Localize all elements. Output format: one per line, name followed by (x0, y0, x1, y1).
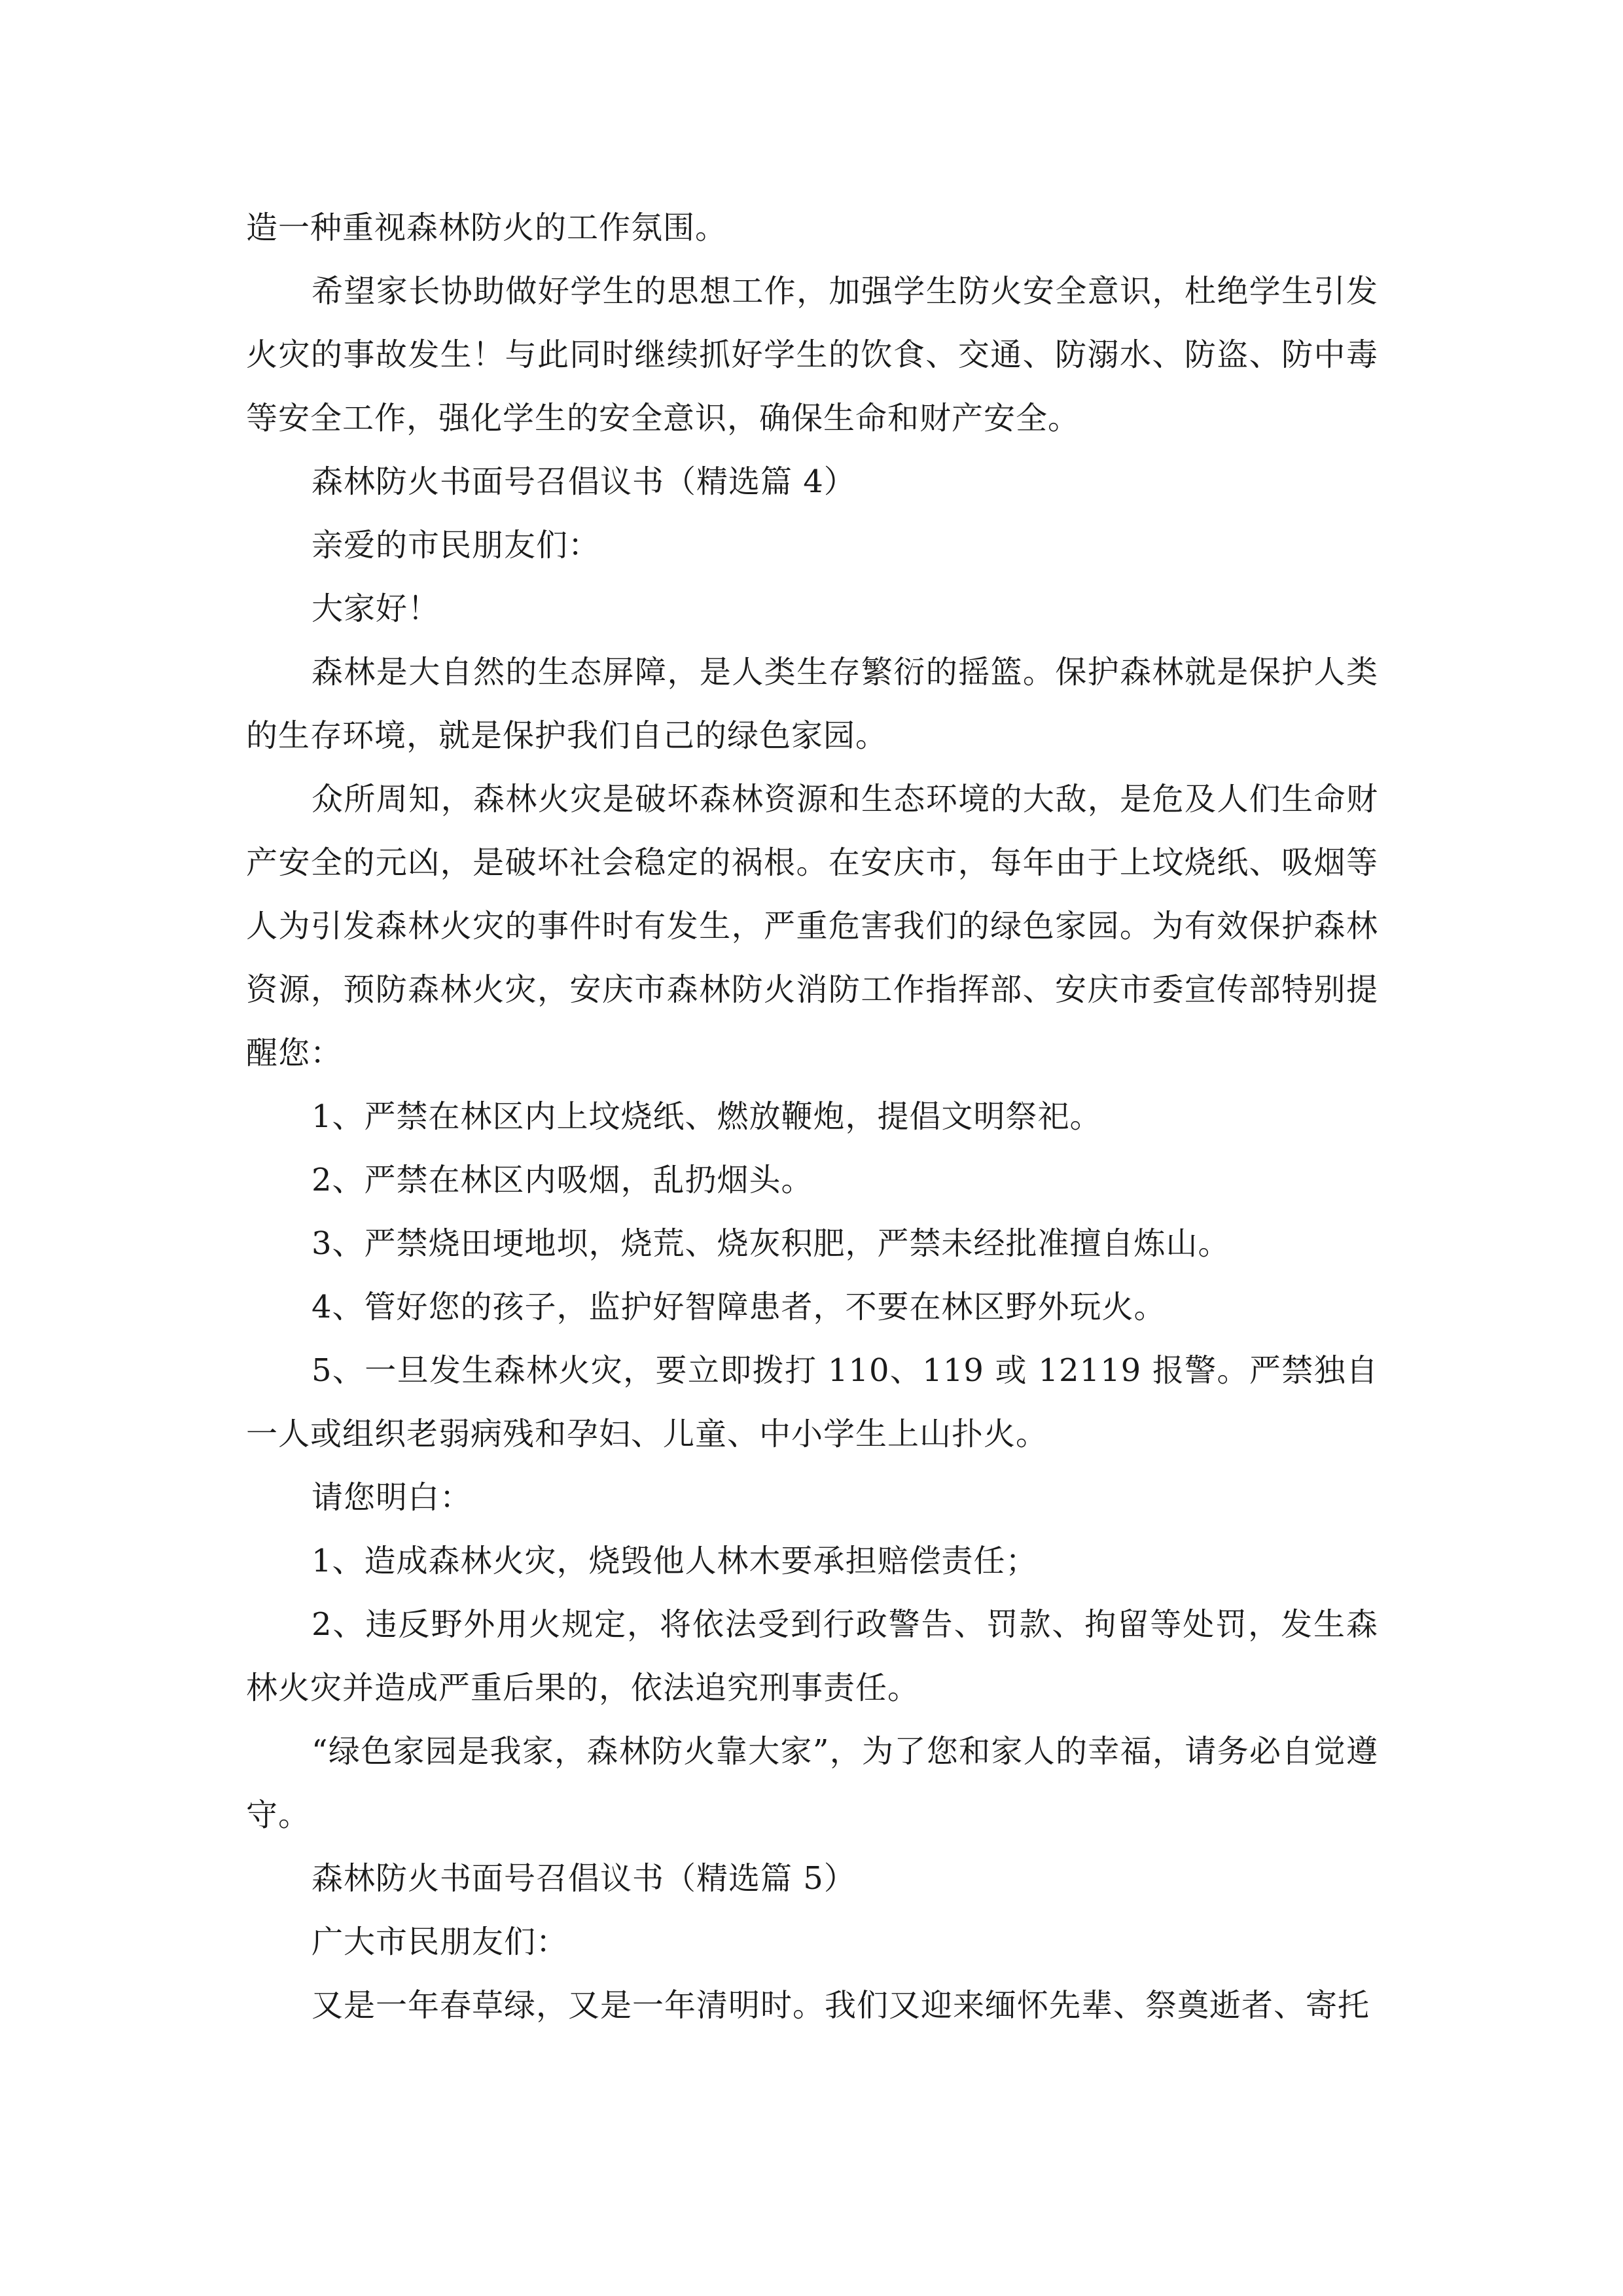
paragraph: 希望家长协助做好学生的思想工作，加强学生防火安全意识，杜绝学生引发火灾的事故发生！与此同时继续抓好学生的饮食、交通、防溺水、防盗、防中毒等安全工作，强化学生的安全意识，确保生命和财产安全。 (246, 273, 1378, 437)
paragraph: 又是一年春草绿，又是一年清明时。我们又迎来缅怀先辈、祭奠逝者、寄托 (312, 1987, 1370, 2024)
list-item: 4、管好您的孩子，监护好智障患者，不要在林区野外玩火。 (312, 1289, 1166, 1325)
list-item: 1、造成森林火灾，烧毁他人林木要承担赔偿责任； (312, 1543, 1038, 1579)
paragraph: 众所周知，森林火灾是破坏森林资源和生态环境的大敌，是危及人们生命财产安全的元凶，是破坏社会稳定的祸根。在安庆市，每年由于上坟烧纸、吸烟等人为引发森林火灾的事件时有发生，严重危害我们的绿色家园。为有效保护森林资源，预防森林火灾，安庆市森林防火消防工作指挥部、安庆市委宣传部特别提醒您： (246, 781, 1378, 1071)
document-body (246, 196, 1378, 2037)
paragraph: 请您明白： (312, 1479, 473, 1516)
paragraph: “绿色家园是我家，森林防火靠大家”，为了您和家人的幸福，请务必自觉遵守。 (246, 1733, 1378, 1833)
list-item: 2、违反野外用火规定，将依法受到行政警告、罚款、拘留等处罚，发生森林火灾并造成严重后果的，依法追究刑事责任。 (246, 1606, 1378, 1706)
section-heading: 森林防火书面号召倡议书（精选篇 4） (312, 463, 856, 500)
salutation: 广大市民朋友们： (312, 1924, 569, 1960)
paragraph: 森林是大自然的生态屏障，是人类生存繁衍的摇篮。保护森林就是保护人类的生存环境，就是保护我们自己的绿色家园。 (246, 654, 1378, 754)
list-item: 5、一旦发生森林火灾，要立即拨打 110、119 或 12119 报警。严禁独自一人或组织老弱病残和孕妇、儿童、中小学生上山扑火。 (246, 1352, 1378, 1452)
list-item: 3、严禁烧田埂地坝，烧荒、烧灰积肥，严禁未经批准擅自炼山。 (312, 1225, 1230, 1262)
section-heading: 森林防火书面号召倡议书（精选篇 5） (312, 1860, 856, 1897)
paragraph: 造一种重视森林防火的工作氛围。 (246, 209, 728, 246)
salutation: 亲爱的市民朋友们： (312, 527, 601, 564)
list-item: 1、严禁在林区内上坟烧纸、燃放鞭炮，提倡文明祭祀。 (312, 1098, 1102, 1135)
greeting: 大家好！ (312, 590, 440, 627)
list-item: 2、严禁在林区内吸烟，乱扔烟头。 (312, 1162, 813, 1198)
